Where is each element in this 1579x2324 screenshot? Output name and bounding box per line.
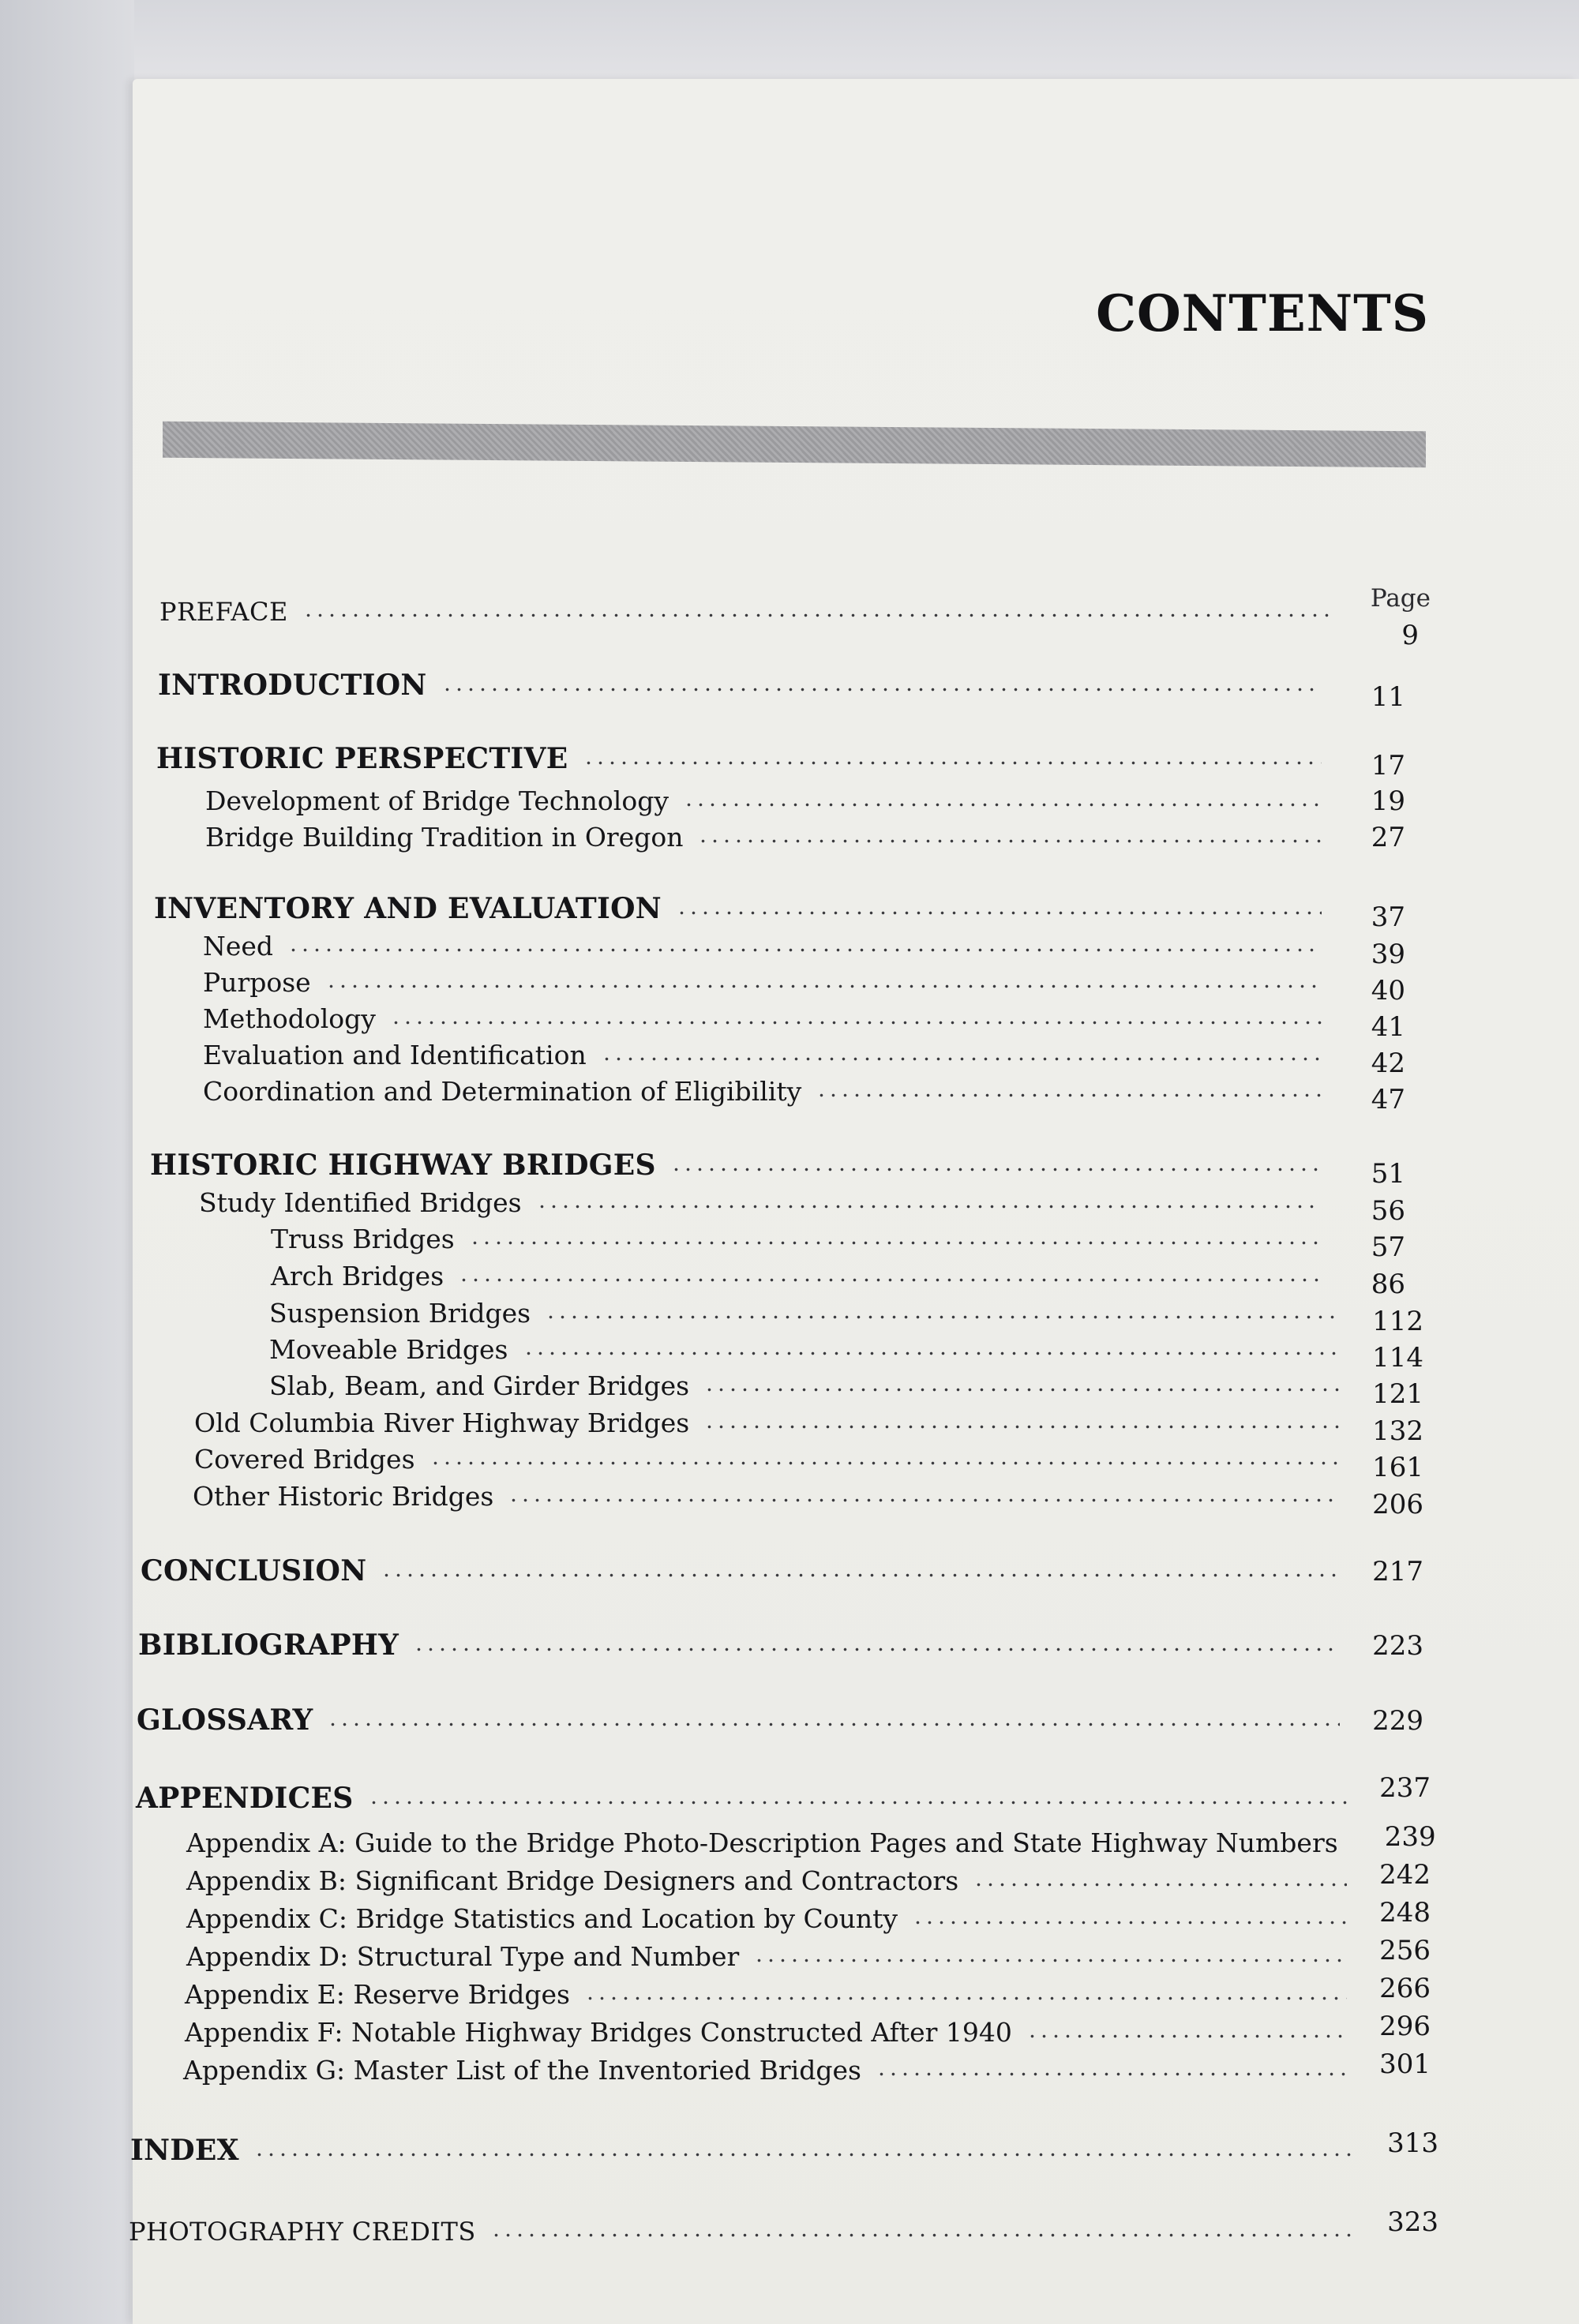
dot-leader bbox=[912, 1898, 1347, 1928]
toc-entry-page: 132 bbox=[1372, 1415, 1423, 1447]
dot-leader bbox=[703, 1402, 1340, 1432]
toc-entry-need bbox=[203, 925, 1405, 970]
toc-entry-label: Appendix G: Master List of the Inventoried Bridges bbox=[183, 2055, 861, 2086]
toc-entry-page: 121 bbox=[1372, 1378, 1423, 1410]
toc-entry-page: 229 bbox=[1372, 1705, 1423, 1737]
toc-entry-label: Development of Bridge Technology bbox=[205, 785, 669, 816]
toc-entry-preface bbox=[159, 590, 1419, 651]
toc-entry-label: Methodology bbox=[203, 1003, 376, 1034]
toc-entry-inventory-and-evaluation bbox=[154, 888, 1405, 933]
dot-leader bbox=[584, 1974, 1347, 2004]
toc-entry-label: Appendix A: Guide to the Bridge Photo-Description Pages and State Highway Numbers bbox=[186, 1827, 1338, 1858]
toc-entry-page: 17 bbox=[1371, 750, 1405, 782]
toc-entry-label: Evaluation and Identification bbox=[203, 1040, 587, 1070]
toc-entry-label: Appendix E: Reserve Bridges bbox=[185, 1979, 570, 2010]
dot-leader bbox=[441, 665, 1322, 695]
toc-entry-page: 47 bbox=[1371, 1084, 1405, 1115]
dot-leader bbox=[1026, 2011, 1347, 2041]
toc-entry-label: Appendix D: Structural Type and Number bbox=[186, 1941, 740, 1972]
toc-entry-page: 217 bbox=[1372, 1556, 1423, 1587]
dot-leader bbox=[816, 1070, 1322, 1100]
toc-entry-page: 323 bbox=[1387, 2206, 1438, 2238]
toc-entry-page: 42 bbox=[1371, 1048, 1405, 1079]
toc-entry-label: Appendix C: Bridge Statistics and Location by County bbox=[186, 1903, 898, 1934]
toc-entry-page: 237 bbox=[1379, 1772, 1431, 1804]
toc-entry-page: 40 bbox=[1371, 975, 1405, 1006]
dot-leader bbox=[536, 1182, 1322, 1212]
toc-entry-bridge-building-tradition bbox=[205, 816, 1405, 853]
dot-leader bbox=[413, 1625, 1340, 1655]
dot-leader bbox=[469, 1218, 1322, 1248]
toc-entry-label: BIBLIOGRAPHY bbox=[138, 1629, 399, 1662]
toc-entry-label: Study Identified Bridges bbox=[199, 1187, 522, 1218]
toc-entry-label: Bridge Building Tradition in Oregon bbox=[205, 822, 684, 853]
toc-entry-label: CONCLUSION bbox=[141, 1554, 367, 1587]
toc-entry-old-columbia-river-bridges bbox=[194, 1402, 1423, 1447]
toc-entry-page: 57 bbox=[1371, 1231, 1405, 1263]
toc-entry-conclusion bbox=[141, 1550, 1423, 1587]
toc-entry-introduction bbox=[158, 665, 1405, 713]
toc-entry-label: INDEX bbox=[130, 2134, 239, 2167]
dot-leader bbox=[683, 780, 1322, 810]
dot-leader bbox=[490, 2210, 1355, 2240]
toc-entry-suspension-bridges bbox=[269, 1292, 1423, 1337]
dot-leader bbox=[508, 1475, 1340, 1505]
toc-entry-covered-bridges bbox=[194, 1438, 1423, 1483]
toc-entry-page: 39 bbox=[1371, 939, 1405, 970]
toc-entry-label: Covered Bridges bbox=[194, 1444, 415, 1475]
toc-entry-page: 242 bbox=[1379, 1859, 1431, 1891]
toc-entry-page: 296 bbox=[1379, 2011, 1431, 2042]
toc-entry-label: HISTORIC HIGHWAY BRIDGES bbox=[150, 1149, 656, 1182]
dot-leader bbox=[287, 925, 1322, 955]
toc-entry-appendices bbox=[136, 1772, 1431, 1815]
toc-entry-methodology bbox=[203, 998, 1405, 1043]
toc-entry-label: Appendix B: Significant Bridge Designers and Contractors bbox=[186, 1865, 959, 1896]
dot-leader bbox=[703, 1365, 1340, 1395]
toc-entry-label: INTRODUCTION bbox=[158, 669, 427, 702]
toc-entry-page: 41 bbox=[1371, 1011, 1405, 1043]
dot-leader bbox=[429, 1438, 1340, 1468]
toc-entry-glossary bbox=[137, 1700, 1423, 1736]
toc-entry-label: Need bbox=[203, 931, 274, 961]
toc-entry-truss-bridges bbox=[271, 1218, 1405, 1263]
toc-entry-page: 27 bbox=[1371, 822, 1405, 853]
toc-entry-page: 86 bbox=[1371, 1269, 1405, 1300]
toc-entry-label: Truss Bridges bbox=[271, 1224, 455, 1254]
toc-entry-page: 11 bbox=[1371, 681, 1405, 713]
toc-entry-label: PREFACE bbox=[159, 597, 288, 627]
dot-leader bbox=[458, 1255, 1322, 1285]
toc-entry-page: 161 bbox=[1372, 1452, 1423, 1483]
toc-entry-arch-bridges bbox=[271, 1255, 1405, 1300]
toc-entry-photography-credits bbox=[129, 2206, 1438, 2247]
toc-entry-page: 112 bbox=[1372, 1306, 1423, 1337]
toc-entry-page: 223 bbox=[1372, 1630, 1423, 1662]
toc-entry-evaluation-and-identification bbox=[203, 1034, 1405, 1079]
toc-entry-appendix-a bbox=[186, 1821, 1436, 1858]
toc-entry-page: 56 bbox=[1371, 1195, 1405, 1227]
dot-leader bbox=[583, 738, 1322, 768]
toc-entry-page: 313 bbox=[1387, 2127, 1438, 2159]
toc-entry-label: Coordination and Determination of Eligibility bbox=[203, 1076, 802, 1107]
toc-entry-slab-beam-girder-bridges bbox=[269, 1365, 1423, 1410]
toc-entry-label: Other Historic Bridges bbox=[193, 1481, 494, 1512]
toc-entry-page: 37 bbox=[1371, 901, 1405, 933]
toc-entry-label: APPENDICES bbox=[136, 1782, 354, 1815]
toc-entry-label: Arch Bridges bbox=[271, 1261, 444, 1291]
dot-leader bbox=[302, 590, 1335, 620]
toc-entry-page: 114 bbox=[1372, 1342, 1423, 1374]
toc-entry-appendix-d bbox=[186, 1936, 1431, 1972]
toc-entry-label: Slab, Beam, and Girder Bridges bbox=[269, 1370, 690, 1401]
toc-entry-label: GLOSSARY bbox=[137, 1704, 313, 1737]
dot-leader bbox=[523, 1329, 1341, 1359]
toc-entry-label: Appendix F: Notable Highway Bridges Constructed After 1940 bbox=[185, 2017, 1012, 2048]
dot-leader bbox=[545, 1292, 1340, 1322]
toc-entry-other-historic-bridges bbox=[193, 1475, 1423, 1520]
toc-entry-study-identified-bridges bbox=[199, 1182, 1405, 1227]
toc-entry-index bbox=[130, 2127, 1438, 2167]
toc-entry-appendix-b bbox=[186, 1860, 1431, 1896]
toc-entry-page: 51 bbox=[1371, 1158, 1405, 1190]
toc-entry-label: Moveable Bridges bbox=[269, 1334, 508, 1365]
toc-entry-page: 206 bbox=[1372, 1489, 1423, 1520]
toc-entry-label: Purpose bbox=[203, 967, 311, 998]
dot-leader bbox=[670, 1145, 1322, 1175]
toc-entry-page: 19 bbox=[1371, 785, 1405, 817]
page-title: CONTENTS bbox=[1096, 284, 1429, 343]
toc-entry-bibliography bbox=[138, 1625, 1423, 1661]
toc-entry-appendix-g bbox=[183, 2049, 1431, 2086]
toc-entry-moveable-bridges bbox=[269, 1329, 1423, 1374]
toc-entry-label: HISTORIC PERSPECTIVE bbox=[156, 742, 568, 775]
toc-entry-page: 248 bbox=[1379, 1897, 1431, 1929]
toc-entry-coordination-and-determination bbox=[203, 1070, 1405, 1115]
toc-entry-historic-perspective bbox=[156, 738, 1405, 782]
dot-leader bbox=[368, 1778, 1347, 1808]
dot-leader bbox=[753, 1936, 1347, 1966]
dot-leader bbox=[876, 2049, 1347, 2079]
toc-entry-historic-highway-bridges bbox=[150, 1145, 1405, 1190]
toc-entry-label: PHOTOGRAPHY CREDITS bbox=[129, 2217, 476, 2247]
toc-entry-appendix-c bbox=[186, 1898, 1431, 1934]
page-column-label: Page bbox=[1370, 584, 1431, 613]
toc-entry-page: 256 bbox=[1379, 1935, 1431, 1966]
dot-leader bbox=[697, 816, 1322, 846]
toc-entry-appendix-f bbox=[185, 2011, 1431, 2048]
dot-leader bbox=[601, 1034, 1322, 1064]
dot-leader bbox=[390, 998, 1322, 1028]
toc-entry-page: 301 bbox=[1379, 2048, 1431, 2080]
dot-leader bbox=[381, 1550, 1340, 1580]
toc-entry-page: 266 bbox=[1379, 1973, 1431, 2004]
toc-entry-purpose bbox=[203, 961, 1405, 1006]
toc-entry-page: 9 bbox=[1401, 620, 1419, 651]
toc-entry-label: Suspension Bridges bbox=[269, 1298, 531, 1329]
dot-leader bbox=[973, 1860, 1347, 1890]
dot-leader bbox=[327, 1700, 1340, 1730]
toc-entry-page: 239 bbox=[1384, 1821, 1436, 1853]
toc-entry-label: INVENTORY AND EVALUATION bbox=[154, 892, 662, 925]
toc-entry-development-of-bridge-technology bbox=[205, 780, 1405, 816]
toc-entry-label: Old Columbia River Highway Bridges bbox=[194, 1408, 690, 1438]
toc-entry-appendix-e bbox=[185, 1974, 1431, 2010]
dot-leader bbox=[676, 888, 1322, 918]
dot-leader bbox=[253, 2130, 1355, 2160]
dot-leader bbox=[325, 961, 1322, 991]
